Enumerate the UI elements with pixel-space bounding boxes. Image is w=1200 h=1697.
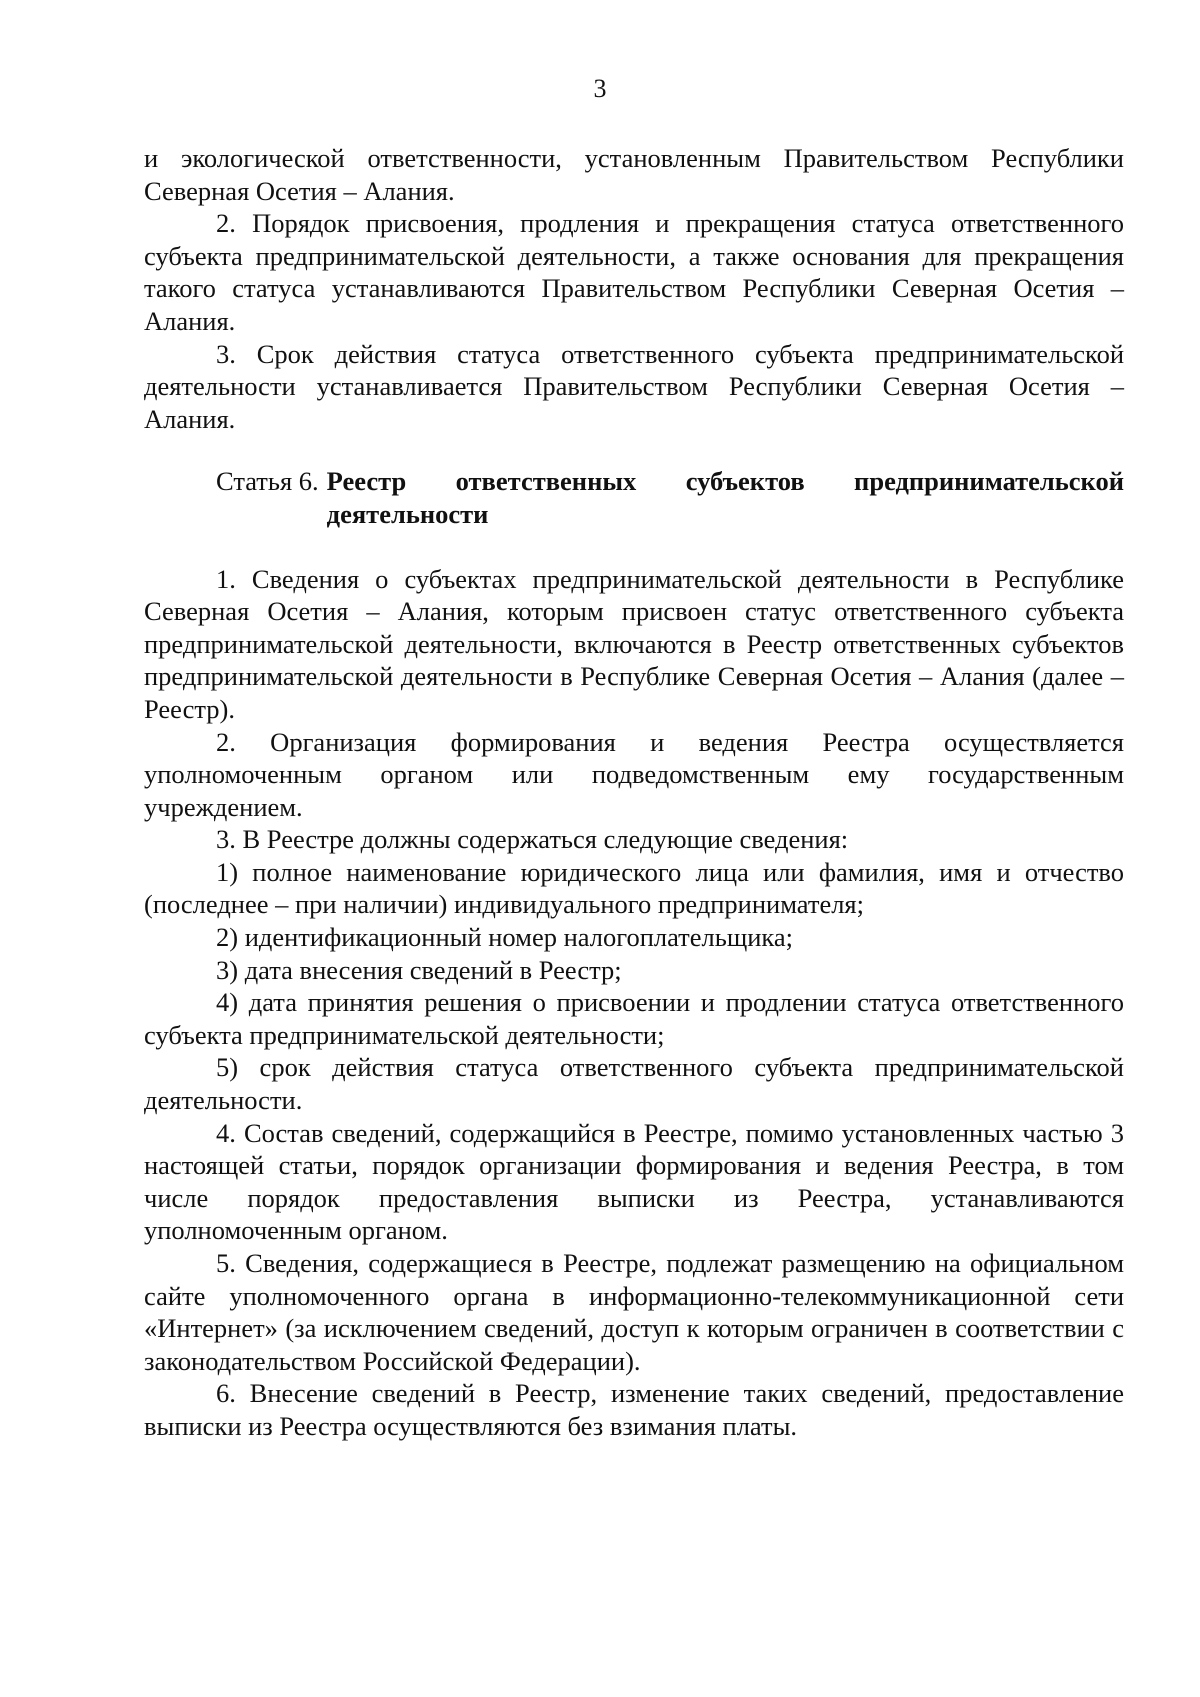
list-item: 1) полное наименование юридического лица или фамилия, имя и отчество (последнее – при наличии) индивидуального предпринимателя;	[144, 856, 1124, 920]
paragraph: 2. Порядок присвоения, продления и прекращения статуса ответственного субъекта предпринимательской деятельности, а также основания для прекращения такого статуса устанавливаются Правительством Республики Северная Осетия – Алания.	[144, 208, 1124, 336]
paragraph: 3. Срок действия статуса ответственного субъекта предпринимательской деятельности устанавливается Правительством Республики Северная Осетия – Алания.	[144, 338, 1124, 434]
article-heading	[144, 465, 1124, 530]
paragraph: 4. Состав сведений, содержащийся в Реестре, помимо установленных частью 3 настоящей статьи, порядок организации формирования и ведения Реестра, в том числе порядок предоставления выписки из Реестра, устанавливаются уполномоченным органом.	[144, 1117, 1124, 1246]
article-label: Статья 6.	[216, 466, 319, 497]
list-item: 2) идентификационный номер налогоплательщика;	[216, 922, 794, 953]
document-body	[144, 142, 1124, 1443]
paragraph: 5. Сведения, содержащиеся в Реестре, подлежат размещению на официальном сайте уполномоченного органа в информационно-телекоммуникационной сети «Интернет» (за исключением сведений, доступ к которым ограничен в соответствии с законодательством Российской Федерации).	[144, 1248, 1124, 1376]
paragraph: 3. В Реестре должны содержаться следующие сведения:	[216, 824, 849, 855]
paragraph-continuation: и экологической ответственности, установленным Правительством Республики Северная Осетия – Алания.	[144, 143, 1124, 206]
list-item: 4) дата принятия решения о присвоении и продлении статуса ответственного субъекта предпринимательской деятельности;	[144, 987, 1124, 1050]
list-item: 3) дата внесения сведений в Реестр;	[216, 954, 622, 985]
paragraph: 1. Сведения о субъектах предпринимательской деятельности в Республике Северная Осетия – Алания, которым присвоен статус ответственного субъекта предпринимательской деятельности, включаются в Реестр ответственных субъектов предпринимательской деятельности в Республике Северная Осетия – Алания (далее – Реестр).	[144, 563, 1124, 724]
paragraph: 2. Организация формирования и ведения Реестра осуществляется уполномоченным органом или подведомственным ему государственным учреждением.	[144, 726, 1124, 822]
paragraph: 6. Внесение сведений в Реестр, изменение таких сведений, предоставление выписки из Реестра осуществляются без взимания платы.	[144, 1378, 1124, 1441]
article-title: Реестр ответственных субъектов предпринимательской деятельности	[326, 466, 1124, 529]
page-number: 3	[593, 74, 607, 103]
list-item: 5) срок действия статуса ответственного субъекта предпринимательской деятельности.	[144, 1052, 1124, 1116]
